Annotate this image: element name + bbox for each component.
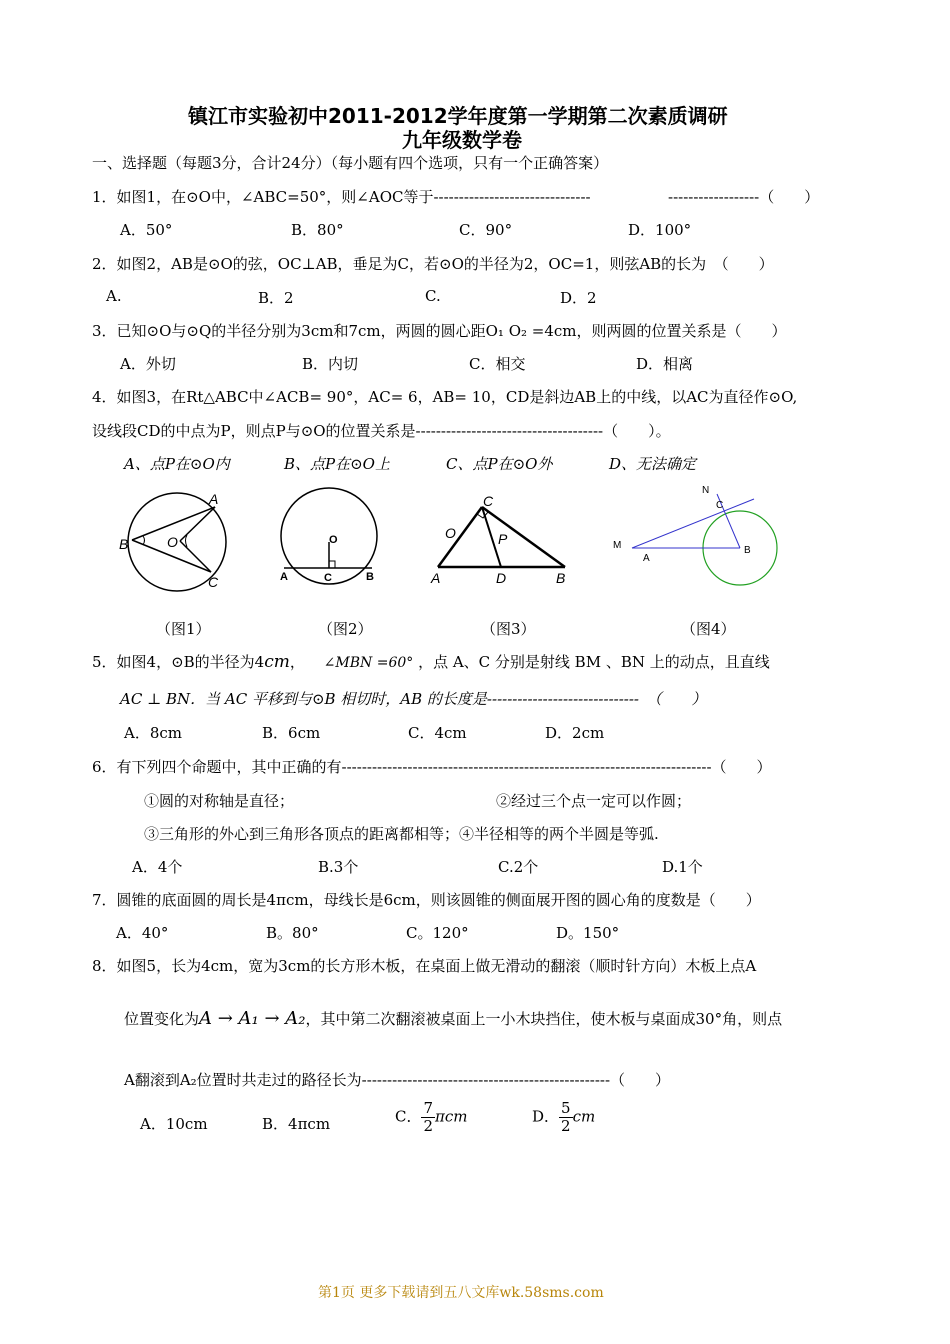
q8-line3: A翻滚到A₂位置时共走过的路径长为-------------------------------------------------（ ） (124, 1071, 671, 1089)
q5-line1: 5．如图4，⊙B的半径为4cm， ∠MBN =60° ，点 A、C 分别是射线 BM 、BN 上的动点，且直线 (92, 652, 770, 672)
q6-prop-3: ③三角形的外心到三角形各顶点的距离都相等；④半径相等的两个半圆是等弧. (144, 825, 659, 843)
fig3-label-p: P (498, 531, 508, 547)
fig4-label-n: N (702, 485, 710, 496)
q4-line1: 4．如图3，在Rt△ABC中∠ACB= 90°，AC= 6，AB= 10，CD是斜边AB上的中线，以AC为直径作⊙O, (92, 388, 798, 406)
q1-stem: 1．如图1，在⊙O中，∠ABC=50°，则∠AOC等于------------------------------- (92, 188, 591, 206)
q6-prop-2: ②经过三个点一定可以作圆； (496, 792, 692, 810)
q3-stem: 3．已知⊙O与⊙Q的半径分别为3cm和7cm，两圆的圆心距O₁ O₂ =4cm，则两圆的位置关系是（ ） (92, 322, 787, 340)
q1-tail: ------------------（ ） (668, 188, 820, 206)
q8-option-d-label: D． (532, 1107, 560, 1126)
fig3-caption: （图3） (481, 620, 536, 638)
fig3-label-c: C (483, 493, 494, 509)
q5-option-d: D．2cm (545, 724, 605, 742)
q8-option-a: A．10cm (140, 1115, 208, 1133)
section-heading: 一、选择题（每题3分，合计24分）（每小题有四个选项，只有一个正确答案） (92, 154, 609, 172)
fig4-label-b: B (744, 545, 751, 556)
q6-option-a: A．4个 (132, 858, 183, 876)
fig2-label-a: A (280, 571, 288, 583)
q3-option-b: B．内切 (302, 355, 359, 373)
q4-option-d: D、无法确定 (609, 455, 697, 473)
figure-4 (605, 478, 785, 593)
fig4-label-a: A (643, 553, 650, 564)
q2-option-b: B．2 (258, 289, 294, 307)
q5-angle: ∠MBN =60° (323, 655, 414, 671)
q8-option-d-tail: cm (572, 1107, 596, 1126)
q8-option-b: B．4πcm (262, 1115, 331, 1133)
q3-option-d: D．相离 (636, 355, 694, 373)
fig1-caption: （图1） (156, 620, 211, 638)
q8-option-c-label: C． (395, 1107, 422, 1126)
q6-option-d: D.1个 (662, 858, 703, 876)
q1-option-d: D．100° (628, 221, 692, 239)
fig3-label-o: O (445, 525, 456, 541)
q4-option-b: B、点P在⊙O上 (284, 455, 390, 473)
fig4-label-m: M (613, 540, 622, 551)
q4-option-c: C、点P在⊙O外 (446, 455, 553, 473)
fig3-label-a: A (431, 570, 441, 586)
fig2-label-b: B (366, 571, 374, 583)
q3-option-a: A．外切 (120, 355, 176, 373)
fig2-label-c: C (324, 572, 332, 584)
q7-option-b: B。80° (266, 924, 319, 942)
figure-1 (115, 487, 240, 597)
q5-line2: AC ⊥ BN．当 AC 平移到与⊙B 相切时，AB 的长度是------------------------------ （ ） (120, 690, 707, 708)
page-title: 镇江市实验初中2011-2012学年度第一学期第二次素质调研 (188, 104, 728, 128)
q2-option-d: D．2 (560, 289, 597, 307)
fig1-label-b: B (119, 536, 129, 552)
q8-option-c-tail: πcm (435, 1107, 468, 1126)
q8-path-math: A → A₁ → A₂ (199, 1008, 306, 1029)
q5-line1-a: 5．如图4，⊙B的半径为4 (92, 653, 265, 671)
q2-stem: 2．如图2，AB是⊙O的弦，OC⊥AB，垂足为C，若⊙O的半径为2，OC=1，则弦AB的长为 （ ） (92, 255, 774, 273)
fig4-label-c: C (716, 500, 724, 511)
q1-option-b: B．80° (291, 221, 344, 239)
fig4-caption: （图4） (681, 620, 736, 638)
q4-option-a: A、点P在⊙O内 (124, 455, 230, 473)
q1-option-c: C．90° (459, 221, 513, 239)
q8-option-c (395, 1100, 468, 1135)
q8-option-c-den: 2 (423, 1117, 434, 1135)
q8-option-d-den: 2 (561, 1117, 571, 1135)
q5-option-b: B．6cm (262, 724, 321, 742)
q2-option-a: A. (106, 287, 122, 305)
q8-option-c-num: 7 (423, 1099, 434, 1117)
q1-option-a: A．50° (120, 221, 173, 239)
fig2-caption: （图2） (318, 620, 373, 638)
q5-unit: cm (264, 652, 290, 672)
fig1-label-o: O (167, 534, 178, 550)
q8-line1: 8．如图5，长为4cm，宽为3cm的长方形木板，在桌面上做无滑动的翻滚（顺时针方向）木板上点A (92, 957, 757, 975)
q7-option-c: C。120° (406, 924, 469, 942)
fig1-label-a: A (209, 491, 219, 507)
q2-option-c: C. (425, 287, 441, 305)
q3-option-c: C．相交 (469, 355, 526, 373)
q6-option-c: C.2个 (498, 858, 539, 876)
figure-3 (425, 490, 575, 590)
q6-prop-1: ①圆的对称轴是直径； (144, 792, 295, 810)
page-footer: 第1页 更多下载请到五八文库wk.58sms.com (318, 1285, 604, 1301)
fig3-label-b: B (556, 570, 566, 586)
q8-line2-a: 位置变化为 (124, 1010, 200, 1028)
q7-option-d: D。150° (556, 924, 620, 942)
q4-line2: 设线段CD的中点为P，则点P与⊙O的位置关系是-------------------------------------（ ）。 (92, 422, 671, 440)
fig1-label-c: C (208, 574, 219, 590)
q8-line2 (124, 1008, 782, 1029)
q5-option-a: A．8cm (124, 724, 183, 742)
q8-line2-b: ，其中第二次翻滚被桌面上一小木块挡住，使木板与桌面成30°角，则点 (305, 1010, 783, 1028)
q7-stem: 7．圆锥的底面圆的周长是4πcm，母线长是6cm，则该圆锥的侧面展开图的圆心角的度数是（ ） (92, 891, 761, 909)
q5-line1-c: ，点 A、C 分别是射线 BM 、BN 上的动点，且直线 (418, 653, 770, 671)
q6-option-b: B.3个 (318, 858, 359, 876)
q8-option-d (532, 1100, 595, 1135)
fig2-label-o: O (329, 534, 338, 546)
q6-stem: 6．有下列四个命题中，其中正确的有-------------------------------------------------------------------------（ ） (92, 758, 772, 776)
q5-option-c: C．4cm (408, 724, 467, 742)
figure-2 (272, 487, 382, 597)
q7-option-a: A．40° (116, 924, 169, 942)
fig3-label-d: D (496, 570, 507, 586)
page-subtitle: 九年级数学卷 (402, 128, 522, 152)
q8-option-d-num: 5 (561, 1099, 571, 1117)
